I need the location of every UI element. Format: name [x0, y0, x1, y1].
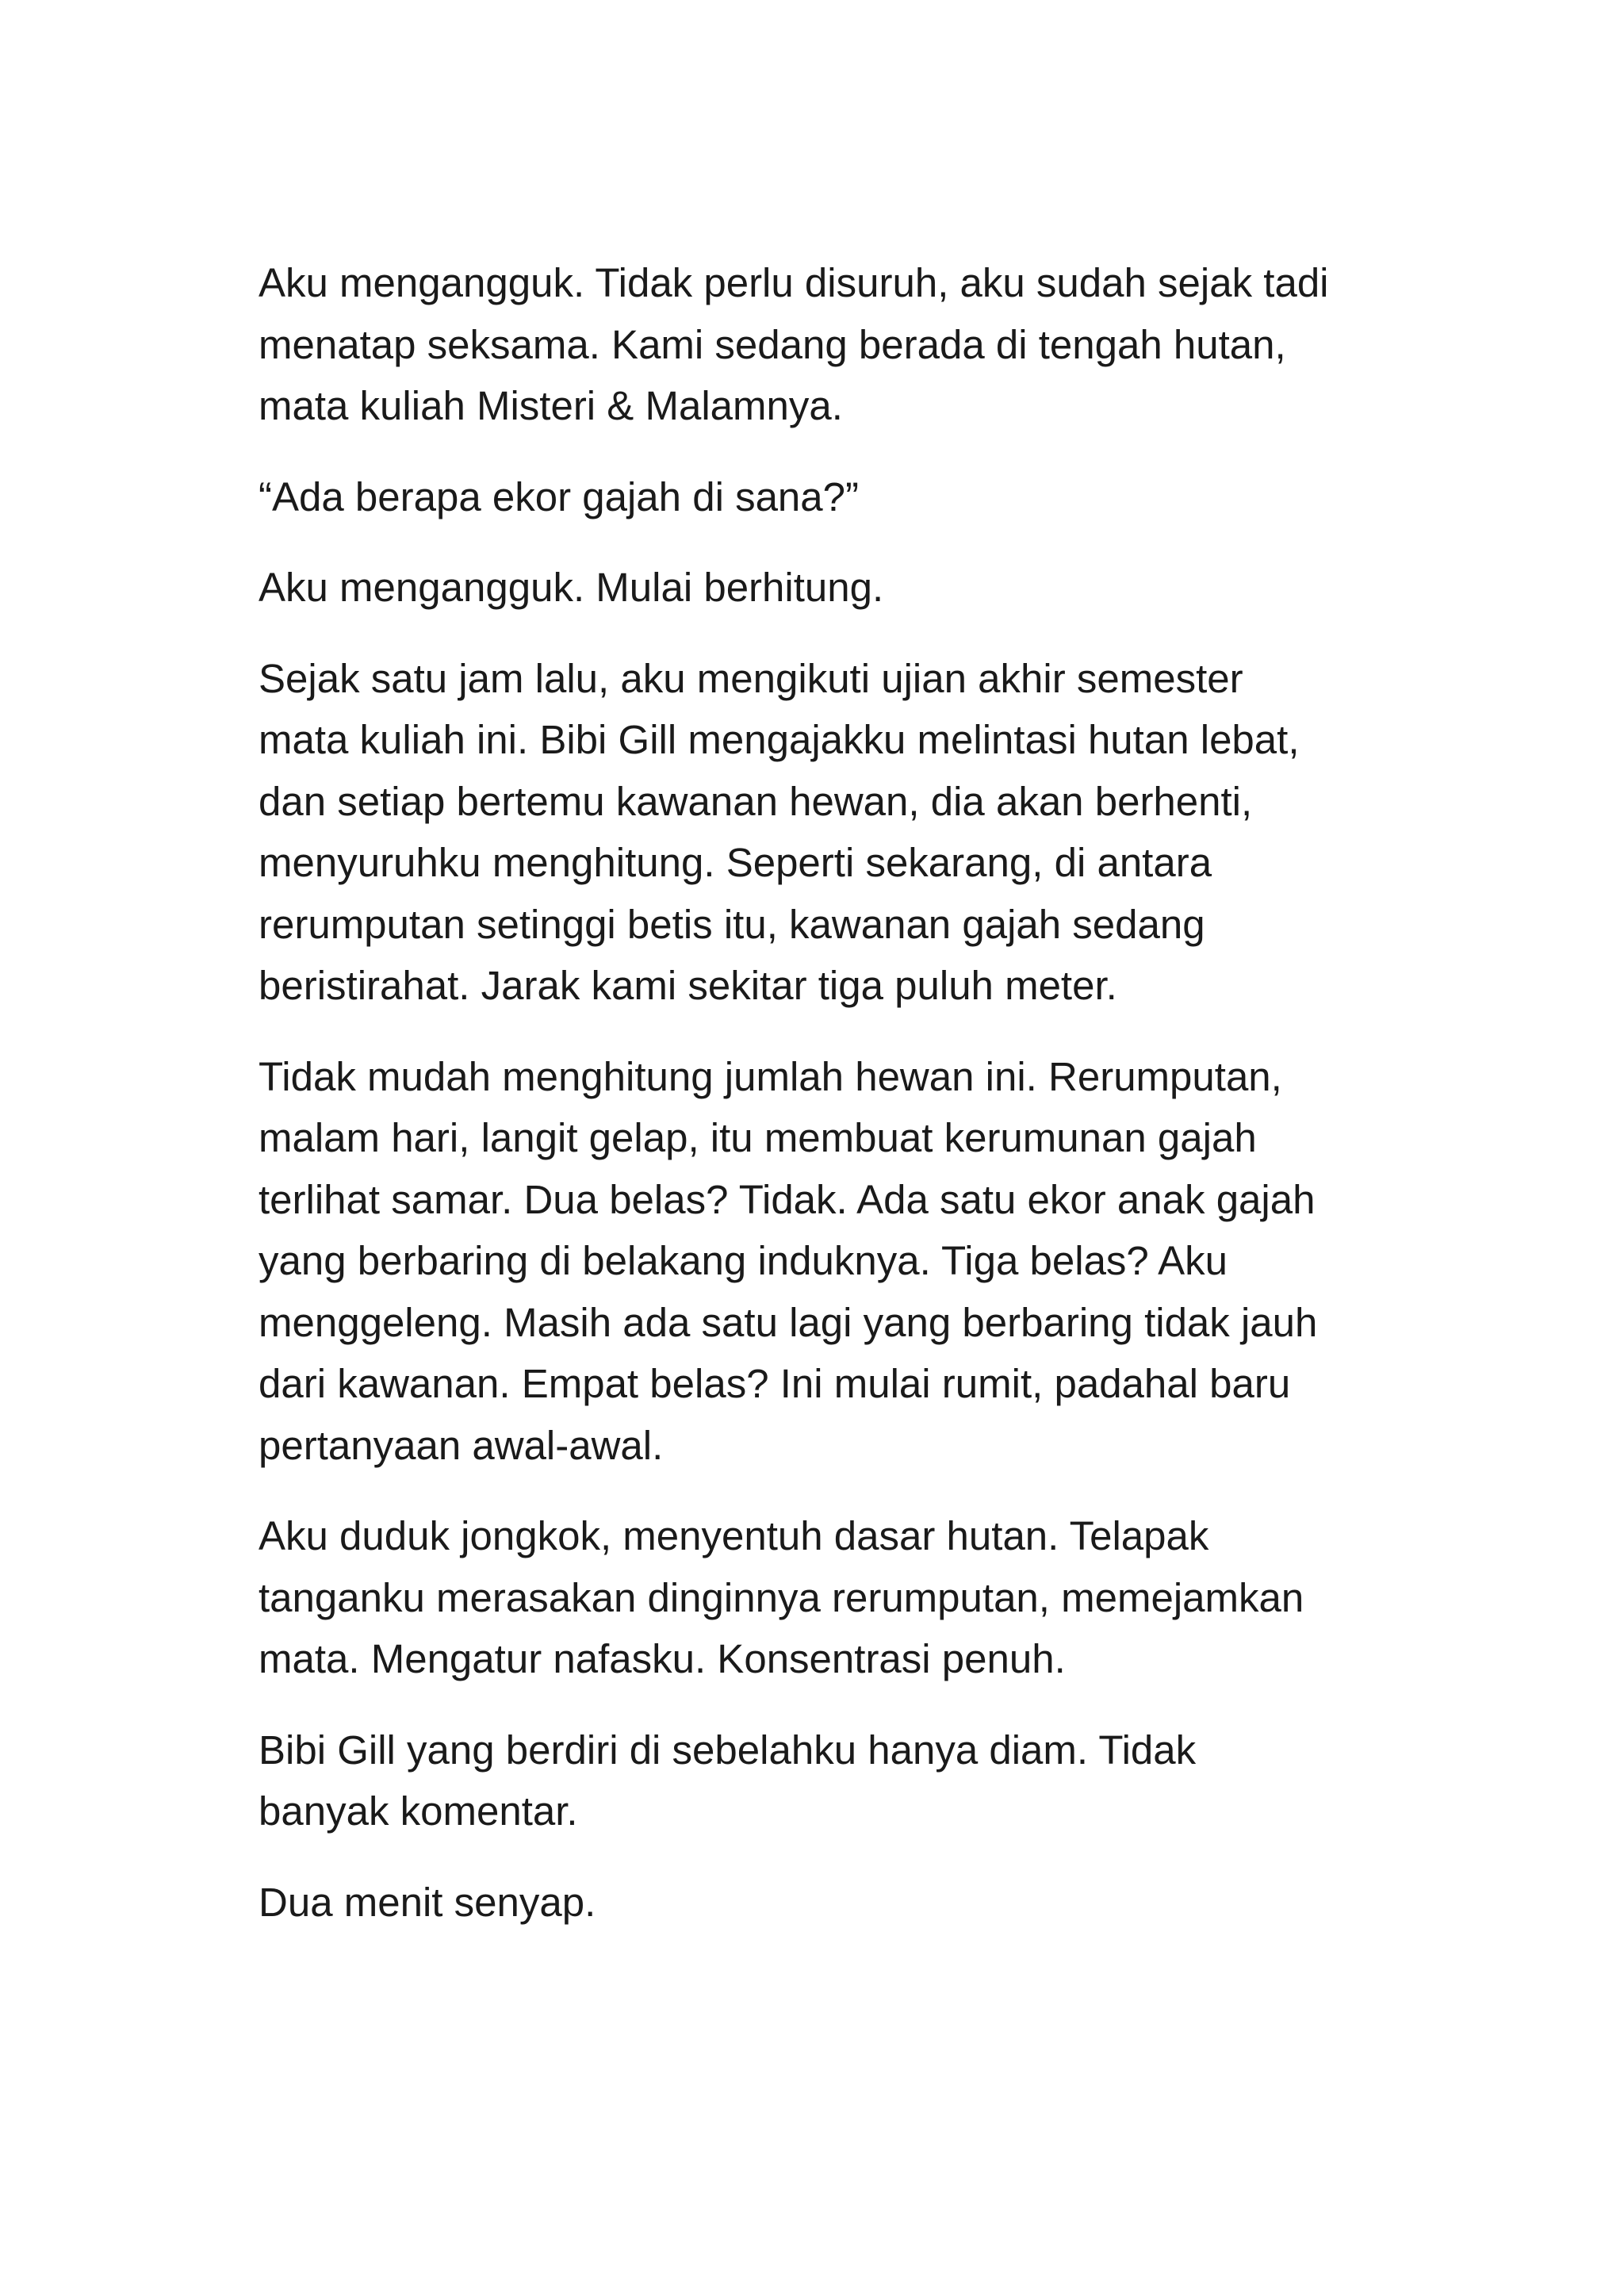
text-line: mata kuliah Misteri & Malamnya.: [259, 383, 843, 428]
text-line: Aku mengangguk. Mulai berhitung.: [259, 565, 884, 610]
paragraph: [259, 1046, 1388, 1477]
text-line: beristirahat. Jarak kami sekitar tiga puluh meter.: [259, 963, 1117, 1008]
text-line: mata kuliah ini. Bibi Gill mengajakku melintasi hutan lebat,: [259, 717, 1300, 762]
text-line: menyuruhku menghitung. Seperti sekarang, di antara: [259, 840, 1212, 885]
text-line: Dua menit senyap.: [259, 1879, 596, 1925]
text-line: dan setiap bertemu kawanan hewan, dia akan berhenti,: [259, 778, 1253, 824]
text-line: menatap seksama. Kami sedang berada di tengah hutan,: [259, 321, 1286, 367]
text-line: banyak komentar.: [259, 1788, 578, 1834]
paragraph: [259, 1872, 1388, 1934]
text-line: Aku mengangguk. Tidak perlu disuruh, aku sudah sejak tadi: [259, 260, 1329, 305]
body-text: [259, 252, 1388, 1962]
paragraph: [259, 557, 1388, 619]
text-line: Tidak mudah menghitung jumlah hewan ini. Rerumputan,: [259, 1053, 1282, 1099]
text-line: “Ada berapa ekor gajah di sana?”: [259, 473, 860, 519]
text-line: Bibi Gill yang berdiri di sebelahku hanya diam. Tidak: [259, 1727, 1197, 1773]
text-line: menggeleng. Masih ada satu lagi yang berbaring tidak jauh: [259, 1299, 1318, 1345]
text-line: yang berbaring di belakang induknya. Tiga belas? Aku: [259, 1238, 1228, 1283]
text-line: rerumputan setinggi betis itu, kawanan gajah sedang: [259, 901, 1205, 947]
text-line: malam hari, langit gelap, itu membuat kerumunan gajah: [259, 1115, 1257, 1160]
text-line: mata. Mengatur nafasku. Konsentrasi penuh.: [259, 1636, 1066, 1681]
text-line: Aku duduk jongkok, menyentuh dasar hutan. Telapak: [259, 1513, 1209, 1558]
text-line: terlihat samar. Dua belas? Tidak. Ada satu ekor anak gajah: [259, 1176, 1316, 1222]
text-line: dari kawanan. Empat belas? Ini mulai rumit, padahal baru: [259, 1361, 1291, 1406]
text-line: Sejak satu jam lalu, aku mengikuti ujian akhir semester: [259, 655, 1243, 701]
text-line: pertanyaan awal-awal.: [259, 1422, 664, 1468]
paragraph: [259, 648, 1388, 1017]
text-line: tanganku merasakan dinginnya rerumputan, memejamkan: [259, 1574, 1304, 1620]
paragraph: [259, 252, 1388, 437]
paragraph: [259, 466, 1388, 528]
paragraph: [259, 1719, 1388, 1842]
paragraph: [259, 1505, 1388, 1690]
